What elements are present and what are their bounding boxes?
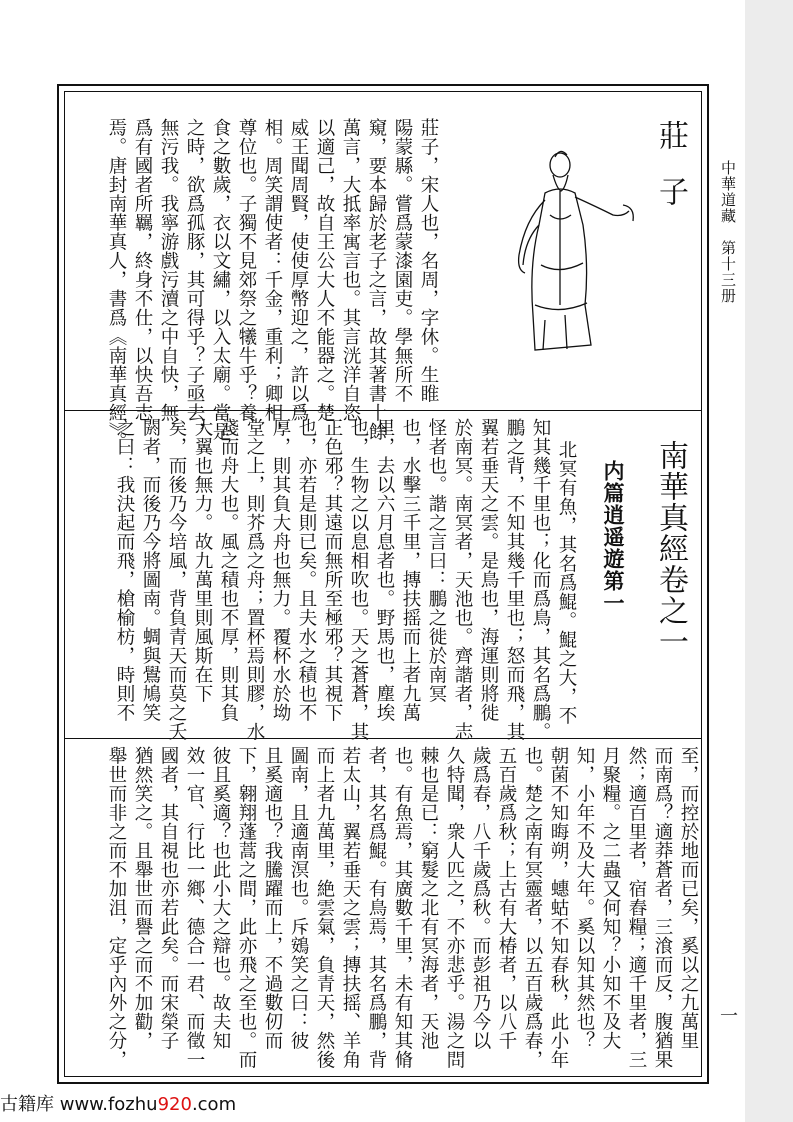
text-column: 然；適百里者，宿舂糧；適千里者，三 xyxy=(626,746,647,1069)
page-number: 一 xyxy=(720,1006,738,1027)
text-column: 歲爲春，八千歲爲秋。而彭祖乃今以 xyxy=(470,746,491,1050)
text-column: 鵬之背，不知其幾千里也；怒而飛，其 xyxy=(504,418,525,741)
text-column: 翼若垂天之雲。是鳥也，海運則將徙 xyxy=(478,418,499,722)
text-column: 舉世而非之而不加沮，定乎內外之分， xyxy=(106,746,127,1069)
text-column: 圖南，且適南溟也。斥鴳笑之曰：彼 xyxy=(288,746,309,1050)
text-column: 至，而控於地而已矣，奚以之九萬里 xyxy=(678,746,699,1050)
text-column: 國者，其自視也亦若此矣。而宋榮子 xyxy=(158,746,179,1050)
chapter-title: 内篇逍遥遊第一 xyxy=(601,460,626,614)
text-column: 厚，則其負大舟也無力。覆杯水於坳 xyxy=(270,418,291,722)
text-column: 大翼也無力。故九萬里則風斯在下 xyxy=(192,418,213,703)
text-column: 矣，而後乃今培風，背負青天而莫之夭 xyxy=(166,418,187,741)
book-title: 南華真經卷之一 xyxy=(653,440,688,657)
text-column: 也。楚之南有冥靈者，以五百歲爲春， xyxy=(522,746,543,1069)
watermark-prefix: 古籍库 www.fozhu xyxy=(0,1094,158,1115)
text-column: 堂之上，則芥爲之舟；置杯焉則膠，水 xyxy=(244,418,265,741)
text-column: 猶然笑之。且舉世而譽之而不加勸， xyxy=(132,746,153,1050)
text-column: 下，翱翔蓬蒿之間，此亦飛之至也。而 xyxy=(236,746,257,1069)
text-column: 且奚適也？我騰躍而上，不過數仞而 xyxy=(262,746,283,1050)
text-column: 也，水擊三千里，摶扶摇而上者九萬 xyxy=(400,418,421,722)
text-column: 正色邪？其遠而無所至極邪？其視下 xyxy=(322,418,343,722)
text-column: 閼者，而後乃今將圖南。蜩與鷽鳩笑 xyxy=(140,418,161,722)
text-column: 月聚糧。之二蟲又何知？小知不及大 xyxy=(600,746,621,1050)
text-column: 無污我。我寧游戲污瀆之中自快，無 xyxy=(158,118,179,422)
text-column: 也。有魚焉，其廣數千里，未有知其脩 xyxy=(392,746,413,1069)
text-column: 北冥有魚，其名爲鯤。鯤之大，不 xyxy=(556,440,577,725)
text-column: 以適己，故自王公大人不能器之。楚 xyxy=(314,118,335,422)
text-column: 淺而舟大也。風之積也不厚，則其負 xyxy=(218,418,239,722)
text-column: 相。周笑謂使者：千金，重利；卿相， xyxy=(262,118,283,441)
text-column: 於南冥。南冥者，天池也。齊諧者，志 xyxy=(452,418,473,741)
text-column: 彼且奚適？也此小大之辯也。故夫知 xyxy=(210,746,231,1050)
section-divider-bottom xyxy=(64,738,702,739)
text-column: 窺，要本歸於老子之言，故其著書十餘 xyxy=(366,118,387,441)
text-column: 效一官、行比一鄉、德合一君、而徵一 xyxy=(184,746,205,1069)
text-column: 若太山，翼若垂天之雲；摶扶摇、羊角 xyxy=(340,746,361,1069)
text-column: 者，其名爲鯤。有鳥焉，其名爲鵬，背 xyxy=(366,746,387,1069)
text-column: 焉。唐封南華真人，書爲《南華真經》。 xyxy=(106,118,127,451)
text-column: 尊位也。子獨不見郊祭之犧牛乎？養 xyxy=(236,118,257,422)
text-column: 棘也是已：窮髮之北有冥海者，天池 xyxy=(418,746,439,1050)
text-column: 食之數歲，衣以文繡，以入太廟。當是 xyxy=(210,118,231,441)
text-column: 而南爲？適莽蒼者，三湌而反，腹猶果 xyxy=(652,746,673,1069)
text-column: 也，亦若是則已矣。且夫水之積也不 xyxy=(296,418,317,722)
text-column: 知，小年不及大年。奚以知其然也？ xyxy=(574,746,595,1050)
text-column: 陽蒙縣。嘗爲蒙漆園吏。學無所不 xyxy=(392,118,413,403)
watermark-highlight: 920 xyxy=(157,1094,192,1115)
right-margin-shade xyxy=(745,0,793,1122)
text-column: 里，去以六月息者也。野馬也，塵埃 xyxy=(374,418,395,722)
text-column: 威王聞周賢，使使厚幣迎之，許以爲 xyxy=(288,118,309,422)
text-column: 莊子，宋人也，名周，字休。生睢 xyxy=(418,118,439,403)
text-column: 之時，欲爲孤豚，其可得乎？子亟去， xyxy=(184,118,205,441)
volume-margin-note: 中華道藏 第十三册 xyxy=(719,160,737,304)
text-column: 知其幾千里也；化而爲鳥，其名爲鵬。 xyxy=(530,418,551,741)
zhuangzi-portrait-illustration xyxy=(505,145,645,355)
watermark-suffix: .com xyxy=(191,1094,237,1115)
text-column: 爲有國者所羈，終身不仕，以快吾志 xyxy=(132,118,153,422)
text-column: 也，生物之以息相吹也。天之蒼蒼，其 xyxy=(348,418,369,741)
text-column: 五百歲爲秋；上古有大椿者，以八千 xyxy=(496,746,517,1050)
text-column: 怪者也。諧之言曰：鵬之徙於南冥 xyxy=(426,418,447,703)
source-watermark xyxy=(0,1090,236,1114)
section-title-zhuangzi: 莊子 xyxy=(653,120,688,232)
text-column: 朝菌不知晦朔，蟪蛄不知春秋，此小年 xyxy=(548,746,569,1069)
text-column: 萬言，大抵率寓言也。其言洸洋自恣 xyxy=(340,118,361,422)
text-column: 而上者九萬里，絶雲氣，負青天，然後 xyxy=(314,746,335,1069)
text-column: 久特聞，衆人匹之，不亦悲乎。湯之問 xyxy=(444,746,465,1069)
text-column: 之曰：我決起而飛，槍榆枋，時則不 xyxy=(114,418,135,722)
